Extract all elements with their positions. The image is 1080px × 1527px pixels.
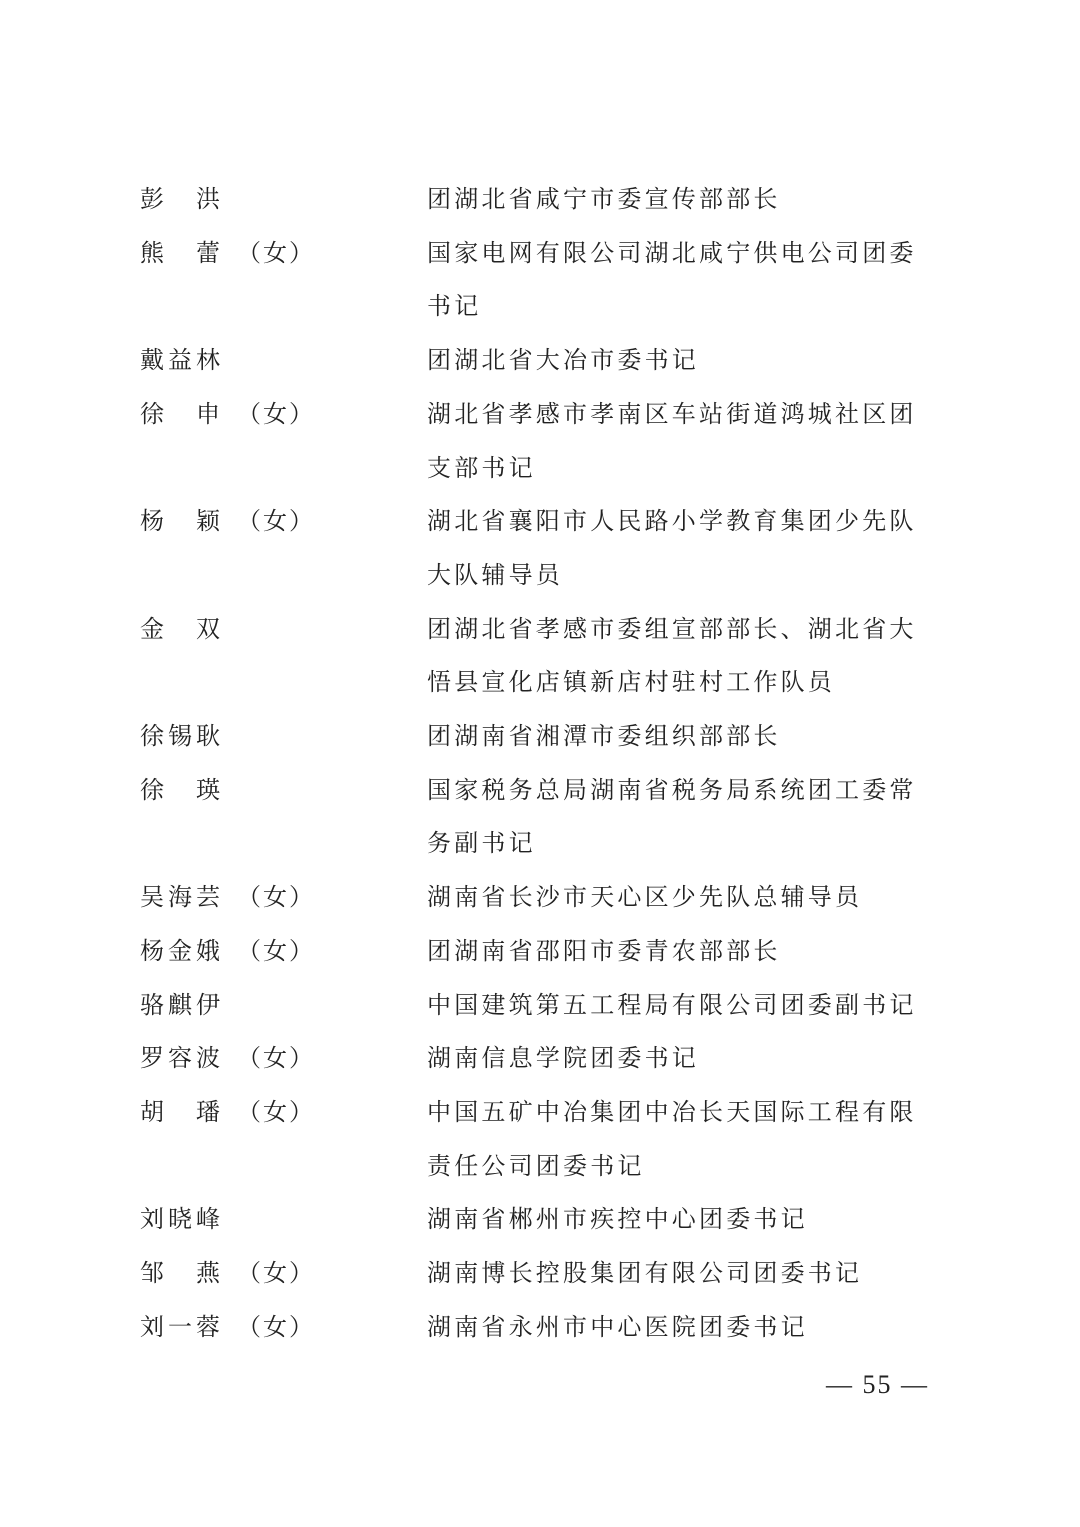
person-name (140, 979, 427, 1033)
position-title: 湖南信息学院团委书记 (427, 1044, 699, 1073)
name-text: 金 双 (140, 614, 224, 643)
position-title: 中国建筑第五工程局有限公司团委副书记 (427, 990, 917, 1019)
name-text: 刘晓峰 (140, 1205, 224, 1234)
position-title: 湖南省郴州市疾控中心团委书记 (427, 1205, 808, 1234)
gender-note: （女） (237, 1097, 315, 1126)
list-item (140, 764, 960, 871)
list-item (140, 1247, 960, 1301)
person-name (140, 334, 427, 388)
name-text: 熊 蕾 (140, 238, 224, 267)
position-title: 团湖南省邵阳市委青农部部长 (427, 936, 781, 965)
name-text: 徐 申 (140, 399, 224, 428)
person-name (140, 388, 427, 495)
position-title: 湖南省永州市中心医院团委书记 (427, 1312, 808, 1341)
position-title: 团湖北省大冶市委书记 (427, 346, 699, 375)
name-text: 骆麒伊 (140, 990, 224, 1019)
gender-note: （女） (237, 238, 315, 267)
person-name (140, 495, 427, 602)
name-text: 徐锡耿 (140, 722, 224, 751)
position-title: 湖北省孝感市孝南区车站街道鸿城社区团支部书记 (427, 399, 917, 482)
position-title: 国家电网有限公司湖北咸宁供电公司团委书记 (427, 238, 917, 321)
list-item (140, 1086, 960, 1193)
list-item (140, 173, 960, 227)
list-item (140, 925, 960, 979)
person-name (140, 1301, 427, 1355)
position-title: 团湖南省湘潭市委组织部部长 (427, 722, 781, 751)
gender-note: （女） (237, 1312, 315, 1341)
position-title: 国家税务总局湖南省税务局系统团工委常务副书记 (427, 775, 917, 858)
name-text: 邹 燕 (140, 1259, 224, 1288)
person-name (140, 1032, 427, 1086)
name-text: 彭 洪 (140, 185, 224, 213)
person-name (140, 871, 427, 925)
person-name (140, 603, 427, 710)
list-item (140, 227, 960, 334)
name-text: 戴益林 (140, 346, 224, 375)
gender-note: （女） (237, 399, 315, 428)
position-title: 湖北省襄阳市人民路小学教育集团少先队大队辅导员 (427, 507, 917, 589)
gender-note: （女） (237, 1044, 315, 1073)
name-text: 胡 璠 (140, 1097, 224, 1126)
name-text: 罗容波 (140, 1044, 224, 1073)
gender-note: （女） (237, 507, 315, 536)
gender-note: （女） (237, 1259, 315, 1288)
list-item (140, 603, 960, 710)
name-list (140, 173, 960, 1354)
position-title: 湖南博长控股集团有限公司团委书记 (427, 1259, 863, 1288)
list-item (140, 1193, 960, 1247)
person-name (140, 1086, 427, 1193)
name-text: 刘一蓉 (140, 1312, 224, 1341)
name-text: 杨 颖 (140, 507, 224, 536)
list-item (140, 334, 960, 388)
gender-note: （女） (237, 883, 315, 912)
name-text: 吴海芸 (140, 883, 224, 912)
person-name (140, 925, 427, 979)
position-title: 团湖北省孝感市委组宣部部长、湖北省大悟县宣化店镇新店村驻村工作队员 (427, 614, 917, 697)
position-title: 中国五矿中冶集团中冶长天国际工程有限责任公司团委书记 (427, 1097, 917, 1180)
list-item (140, 871, 960, 925)
list-item (140, 710, 960, 764)
list-item (140, 388, 960, 495)
list-item (140, 1301, 960, 1355)
name-text: 徐 瑛 (140, 775, 224, 804)
person-name (140, 1193, 427, 1247)
gender-note: （女） (237, 936, 315, 965)
person-name (140, 173, 427, 227)
person-name (140, 710, 427, 764)
list-item (140, 495, 960, 602)
person-name (140, 227, 427, 334)
list-item (140, 979, 960, 1033)
page-number: — 55 — (826, 1370, 929, 1399)
list-item (140, 1032, 960, 1086)
name-text: 杨金娥 (140, 936, 224, 965)
person-name (140, 764, 427, 871)
person-name (140, 1247, 427, 1301)
position-title: 团湖北省咸宁市委宣传部部长 (427, 185, 781, 213)
position-title: 湖南省长沙市天心区少先队总辅导员 (427, 883, 863, 912)
